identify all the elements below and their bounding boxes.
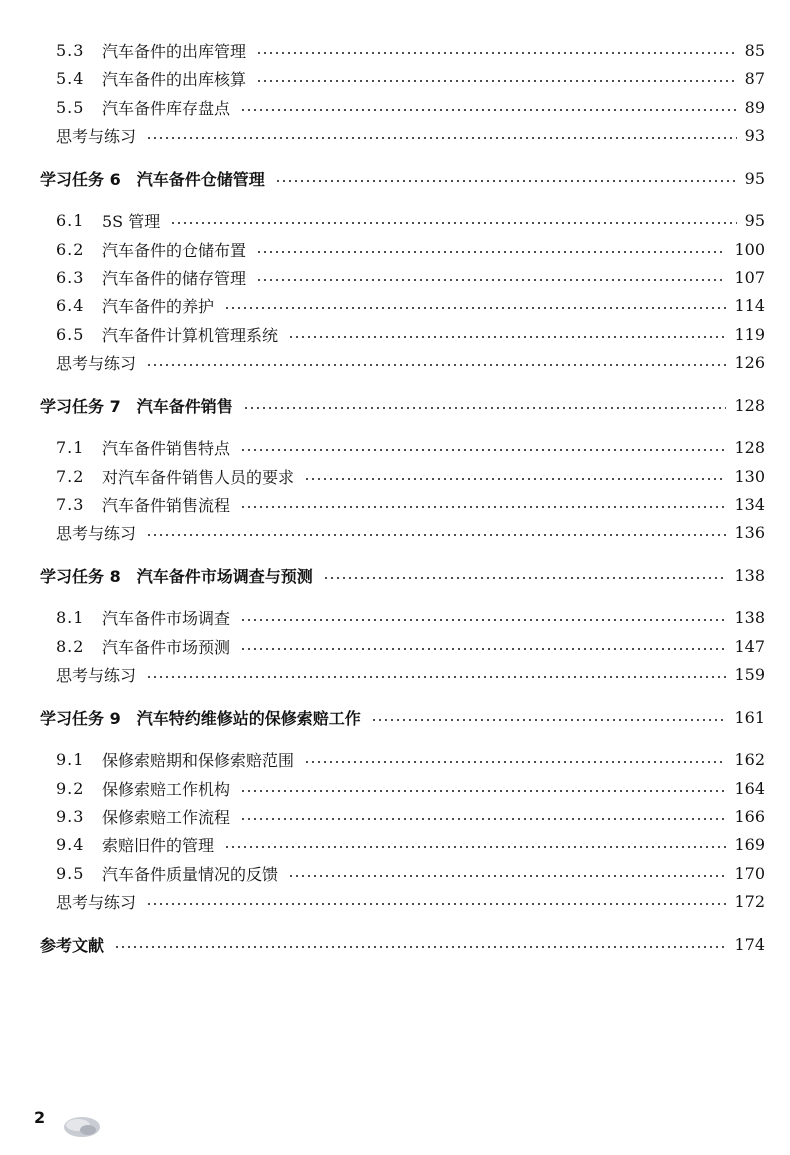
entry-page: 107 <box>734 267 765 287</box>
entry-page: 174 <box>734 934 765 954</box>
dot-leader <box>146 903 726 905</box>
toc-entry-exercise[interactable] <box>56 888 765 914</box>
dot-leader <box>304 761 726 763</box>
chapter-title: 学习任务 8 汽车备件市场调查与预测 <box>40 566 313 586</box>
toc-entry[interactable] <box>56 803 765 829</box>
entry-page: 161 <box>734 707 765 727</box>
entry-number: 6.5 <box>56 324 85 344</box>
toc-entry[interactable] <box>56 775 765 801</box>
entry-number: 6.2 <box>56 239 85 259</box>
entry-page: 138 <box>734 607 765 627</box>
references-title: 参考文献 <box>40 935 105 955</box>
toc-entry[interactable] <box>56 37 765 63</box>
entry-title: 汽车备件销售特点 <box>102 438 231 458</box>
entry-title: 思考与练习 <box>56 523 137 543</box>
dot-leader <box>240 449 726 451</box>
toc-entry-exercise[interactable] <box>56 122 765 148</box>
dot-leader <box>240 648 726 650</box>
entry-number: 9.4 <box>56 834 85 854</box>
dot-leader <box>114 946 726 948</box>
entry-title: 汽车备件质量情况的反馈 <box>102 864 279 884</box>
entry-page: 164 <box>734 778 765 798</box>
dot-leader <box>256 251 726 253</box>
entry-number: 5.4 <box>56 68 85 88</box>
entry-title: 汽车备件的出库核算 <box>102 69 247 89</box>
entry-title: 思考与练习 <box>56 665 137 685</box>
chapter-title: 学习任务 9 汽车特约维修站的保修索赔工作 <box>40 708 361 728</box>
entry-page: 126 <box>734 352 765 372</box>
dot-leader <box>275 180 737 182</box>
dot-leader <box>323 577 727 579</box>
entry-page: 119 <box>734 324 765 344</box>
entry-title: 5S 管理 <box>102 211 161 231</box>
entry-page: 147 <box>734 636 765 656</box>
entry-title: 思考与练习 <box>56 892 137 912</box>
toc-chapter[interactable] <box>40 562 765 588</box>
entry-page: 89 <box>744 97 765 117</box>
toc-entry[interactable] <box>56 292 765 318</box>
dot-leader <box>146 534 726 536</box>
page-ornament-icon <box>58 1112 102 1140</box>
entry-title: 汽车备件市场预测 <box>102 637 231 657</box>
toc-entry-exercise[interactable] <box>56 661 765 687</box>
toc-entry[interactable] <box>56 746 765 772</box>
entry-page: 169 <box>734 834 765 854</box>
entry-number: 9.2 <box>56 778 85 798</box>
dot-leader <box>256 279 726 281</box>
dot-leader <box>240 109 737 111</box>
dot-leader <box>146 364 726 366</box>
toc-entry[interactable] <box>56 604 765 630</box>
toc-entry[interactable] <box>56 491 765 517</box>
chapter-title: 学习任务 7 汽车备件销售 <box>40 396 233 416</box>
entry-title: 汽车备件销售流程 <box>102 495 231 515</box>
entry-title: 思考与练习 <box>56 126 137 146</box>
entry-number: 9.5 <box>56 863 85 883</box>
entry-page: 93 <box>744 125 765 145</box>
toc-entry-exercise[interactable] <box>56 519 765 545</box>
dot-leader <box>288 336 726 338</box>
entry-title: 汽车备件计算机管理系统 <box>102 325 279 345</box>
dot-leader <box>288 875 726 877</box>
entry-title: 索赔旧件的管理 <box>102 835 215 855</box>
toc-entry[interactable] <box>56 434 765 460</box>
entry-page: 130 <box>734 466 765 486</box>
dot-leader <box>256 80 737 82</box>
entry-title: 汽车备件市场调查 <box>102 608 231 628</box>
entry-title: 汽车备件库存盘点 <box>102 98 231 118</box>
entry-title: 保修索赔工作机构 <box>102 779 231 799</box>
dot-leader <box>240 818 726 820</box>
toc-chapter[interactable] <box>40 392 765 418</box>
toc-entry[interactable] <box>56 321 765 347</box>
entry-title: 汽车备件的出库管理 <box>102 41 247 61</box>
entry-number: 6.3 <box>56 267 85 287</box>
page-number: 2 <box>34 1108 46 1127</box>
entry-title: 汽车备件的储存管理 <box>102 268 247 288</box>
entry-number: 9.1 <box>56 749 85 769</box>
entry-number: 9.3 <box>56 806 85 826</box>
entry-page: 100 <box>734 239 765 259</box>
entry-page: 162 <box>734 749 765 769</box>
entry-page: 95 <box>744 168 765 188</box>
chapter-title: 学习任务 6 汽车备件仓储管理 <box>40 169 265 189</box>
toc-references[interactable] <box>40 931 765 957</box>
dot-leader <box>170 222 736 224</box>
entry-page: 172 <box>734 891 765 911</box>
toc-entry[interactable] <box>56 633 765 659</box>
entry-number: 5.3 <box>56 40 85 60</box>
entry-number: 6.1 <box>56 210 85 230</box>
toc-entry[interactable] <box>56 94 765 120</box>
entry-title: 保修索赔工作流程 <box>102 807 231 827</box>
entry-page: 138 <box>734 565 765 585</box>
toc-entry-exercise[interactable] <box>56 349 765 375</box>
entry-page: 136 <box>734 522 765 542</box>
entry-number: 8.2 <box>56 636 85 656</box>
dot-leader <box>371 719 727 721</box>
entry-number: 7.3 <box>56 494 85 514</box>
entry-title: 思考与练习 <box>56 353 137 373</box>
toc-chapter[interactable] <box>40 704 765 730</box>
entry-page: 159 <box>734 664 765 684</box>
dot-leader <box>240 619 726 621</box>
entry-page: 170 <box>734 863 765 883</box>
dot-leader <box>146 676 726 678</box>
dot-leader <box>240 790 726 792</box>
dot-leader <box>304 478 726 480</box>
entry-page: 114 <box>734 295 765 315</box>
entry-title: 汽车备件的仓储布置 <box>102 240 247 260</box>
entry-number: 7.2 <box>56 466 85 486</box>
entry-number: 7.1 <box>56 437 85 457</box>
entry-title: 保修索赔期和保修索赔范围 <box>102 750 295 770</box>
toc-entry[interactable] <box>56 264 765 290</box>
entry-title: 对汽车备件销售人员的要求 <box>102 467 295 487</box>
toc-entry[interactable] <box>56 236 765 262</box>
entry-page: 87 <box>744 68 765 88</box>
toc-chapter[interactable] <box>40 165 765 191</box>
dot-leader <box>146 137 737 139</box>
dot-leader <box>224 307 726 309</box>
dot-leader <box>243 407 727 409</box>
dot-leader <box>256 52 737 54</box>
entry-page: 128 <box>734 395 765 415</box>
toc-entry[interactable] <box>56 831 765 857</box>
toc-entry[interactable] <box>56 65 765 91</box>
entry-number: 5.5 <box>56 97 85 117</box>
entry-number: 8.1 <box>56 607 85 627</box>
entry-page: 128 <box>734 437 765 457</box>
toc-entry[interactable] <box>56 207 765 233</box>
entry-number: 6.4 <box>56 295 85 315</box>
toc-entry[interactable] <box>56 463 765 489</box>
entry-page: 166 <box>734 806 765 826</box>
entry-page: 134 <box>734 494 765 514</box>
toc-entry[interactable] <box>56 860 765 886</box>
entry-title: 汽车备件的养护 <box>102 296 215 316</box>
entry-page: 85 <box>744 40 765 60</box>
dot-leader <box>224 846 726 848</box>
entry-page: 95 <box>744 210 765 230</box>
dot-leader <box>240 506 726 508</box>
